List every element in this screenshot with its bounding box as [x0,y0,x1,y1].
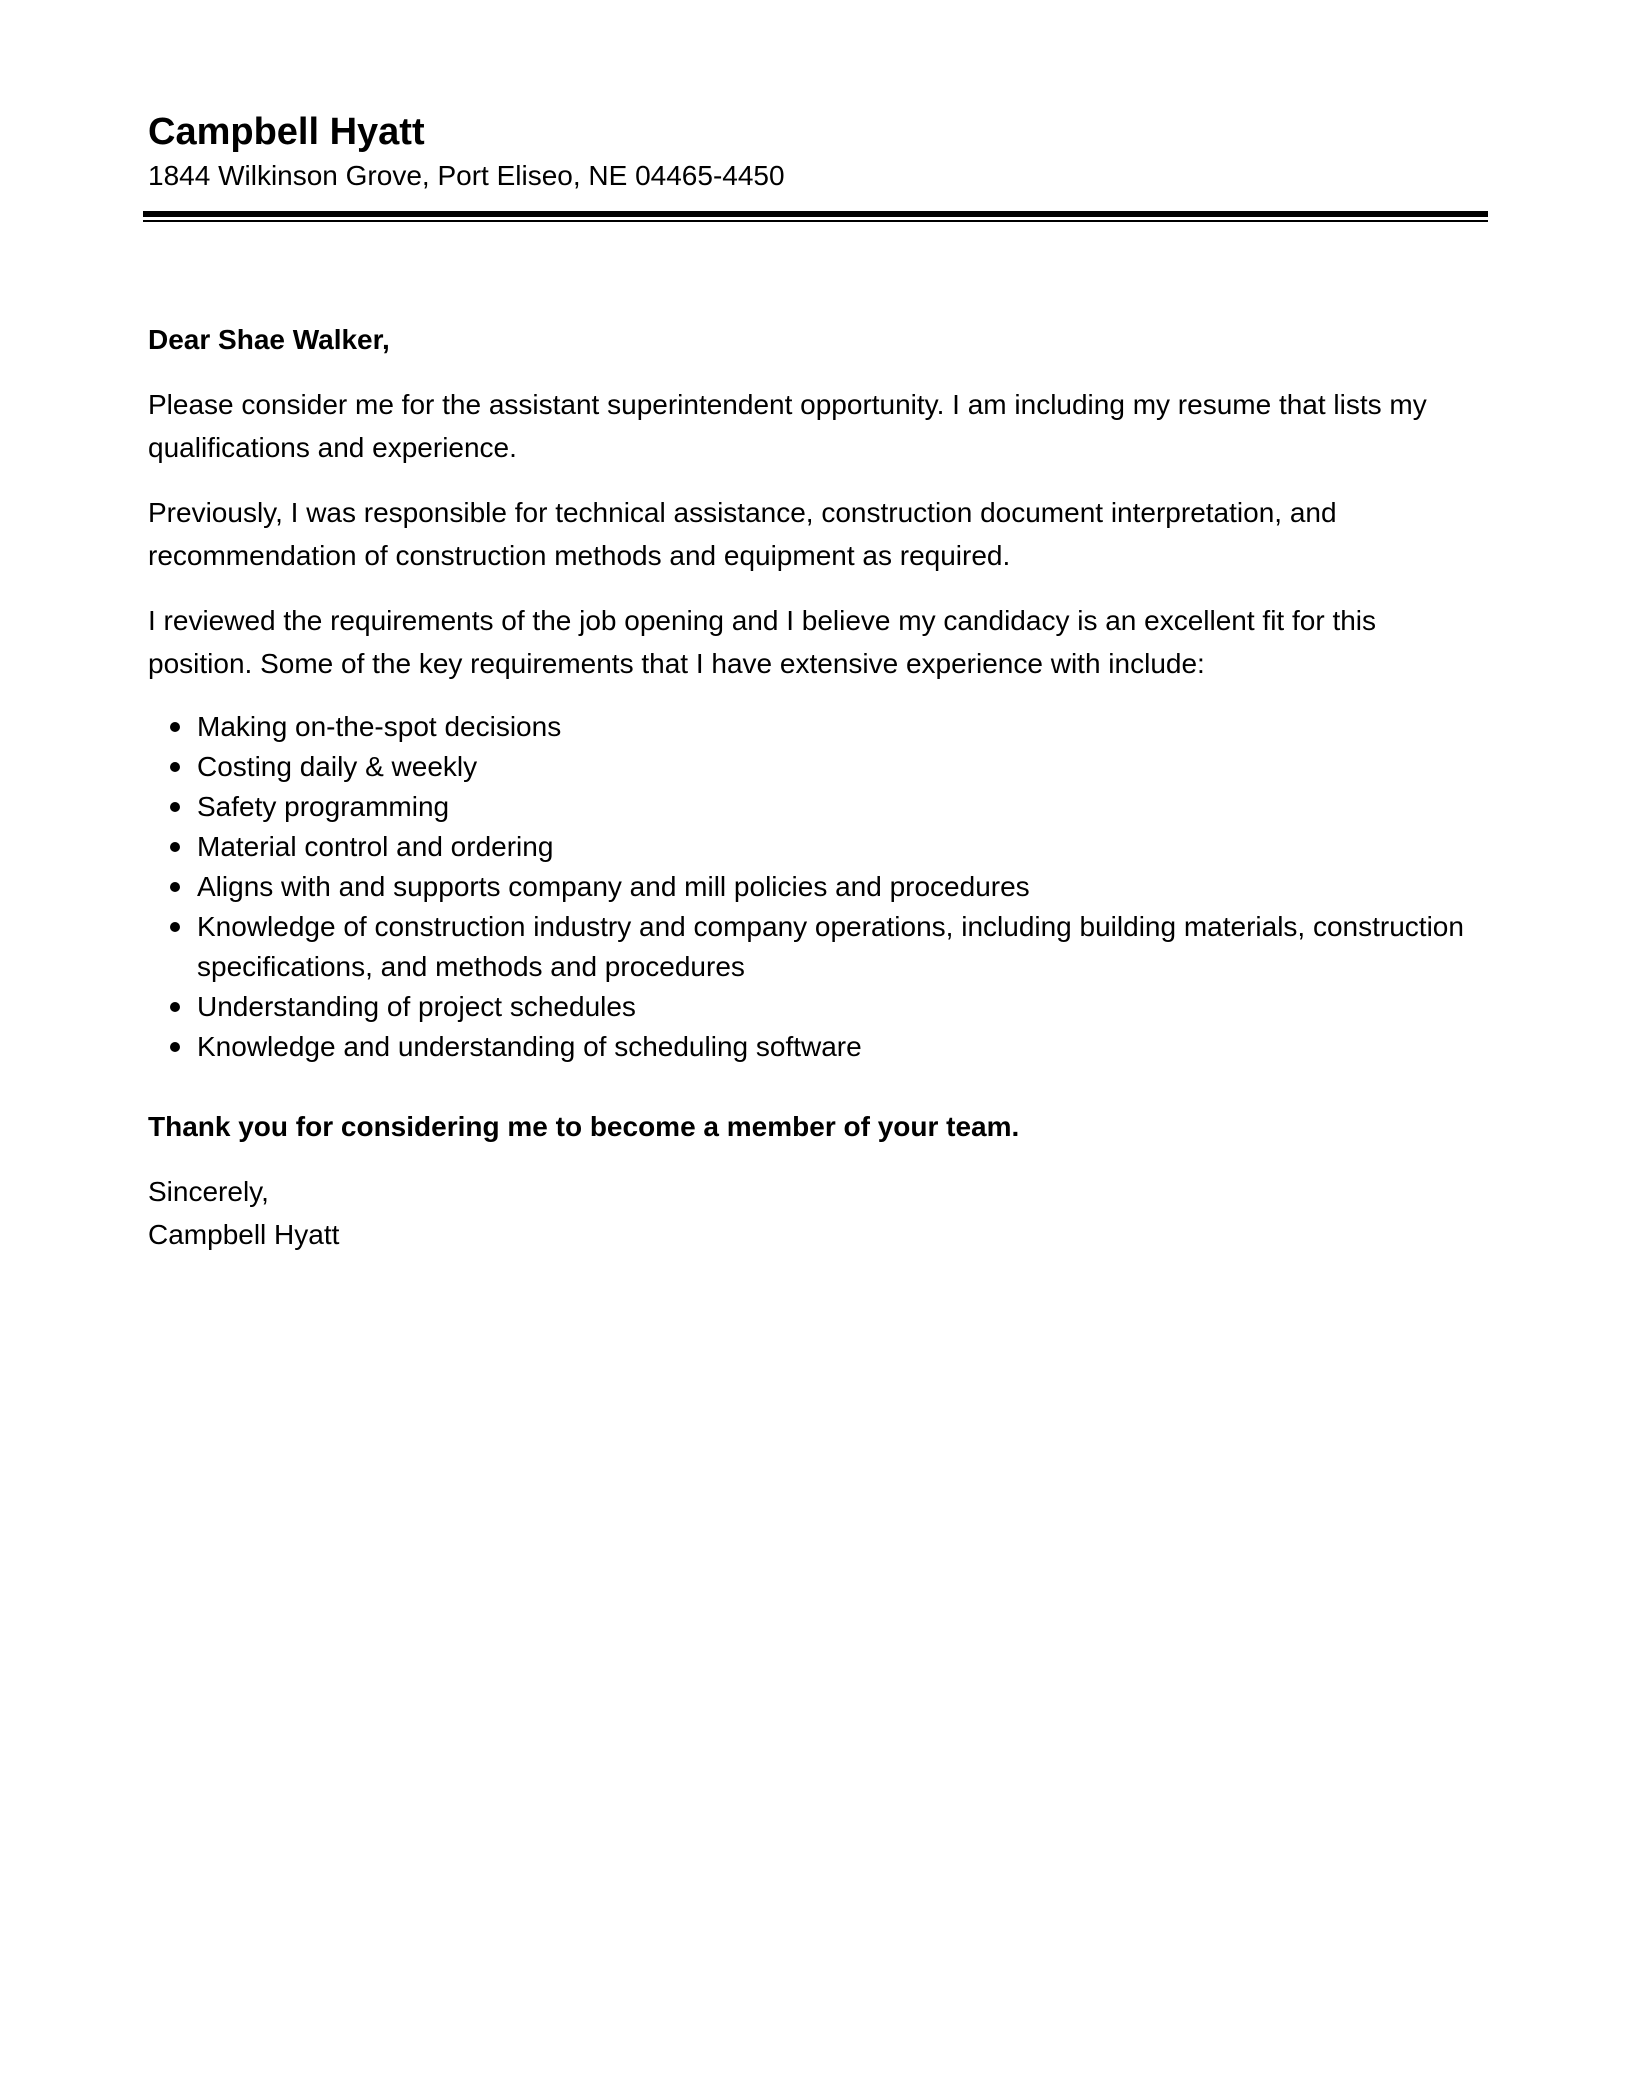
list-item-text: Costing daily & weekly [197,751,478,782]
bullet-icon [170,722,180,732]
list-item-text: Safety programming [197,791,450,822]
bullet-icon [170,922,180,932]
bullet-icon [170,842,180,852]
list-item [148,827,1488,867]
sender-address: 1844 Wilkinson Grove, Port Eliseo, NE 04465-4450 [148,160,785,191]
valediction: Sincerely, [148,1176,269,1207]
bullet-icon [170,762,180,772]
list-item-text: Knowledge of construction industry and company operations, including building materials, construction specifications, and methods and procedures [197,911,1464,982]
closing-statement: Thank you for considering me to become a member of your team. [148,1111,1020,1142]
list-item-text: Aligns with and supports company and mill policies and procedures [197,871,1030,902]
list-item-text: Making on-the-spot decisions [197,711,562,742]
list-item [148,707,1488,747]
bullet-icon [170,1002,180,1012]
list-item [148,787,1488,827]
header-divider-thin [143,220,1488,222]
signature-name: Campbell Hyatt [148,1219,340,1250]
list-item-text: Understanding of project schedules [197,991,636,1022]
list-item [148,867,1488,907]
paragraph-intro: Please consider me for the assistant superintendent opportunity. I am including my resume that lists my qualifications and experience. [148,389,1427,463]
sender-name: Campbell Hyatt [148,111,425,153]
bullet-icon [170,882,180,892]
list-item-text: Knowledge and understanding of scheduling software [197,1031,862,1062]
salutation: Dear Shae Walker, [148,324,390,355]
letter-body [148,318,1488,1256]
list-item-text: Material control and ordering [197,831,554,862]
bullet-icon [170,802,180,812]
list-item [148,987,1488,1027]
paragraph-experience: Previously, I was responsible for technical assistance, construction document interpretation, and recommendation of construction methods and equipment as required. [148,497,1337,571]
letter-header [148,108,1488,196]
list-item [148,747,1488,787]
paragraph-requirements: I reviewed the requirements of the job opening and I believe my candidacy is an excellent fit for this position. Some of the key requirements that I have extensive experience with include: [148,605,1377,679]
list-item [148,907,1488,987]
list-item [148,1027,1488,1067]
requirements-list [148,707,1488,1067]
header-divider-thick [143,211,1488,217]
bullet-icon [170,1042,180,1052]
